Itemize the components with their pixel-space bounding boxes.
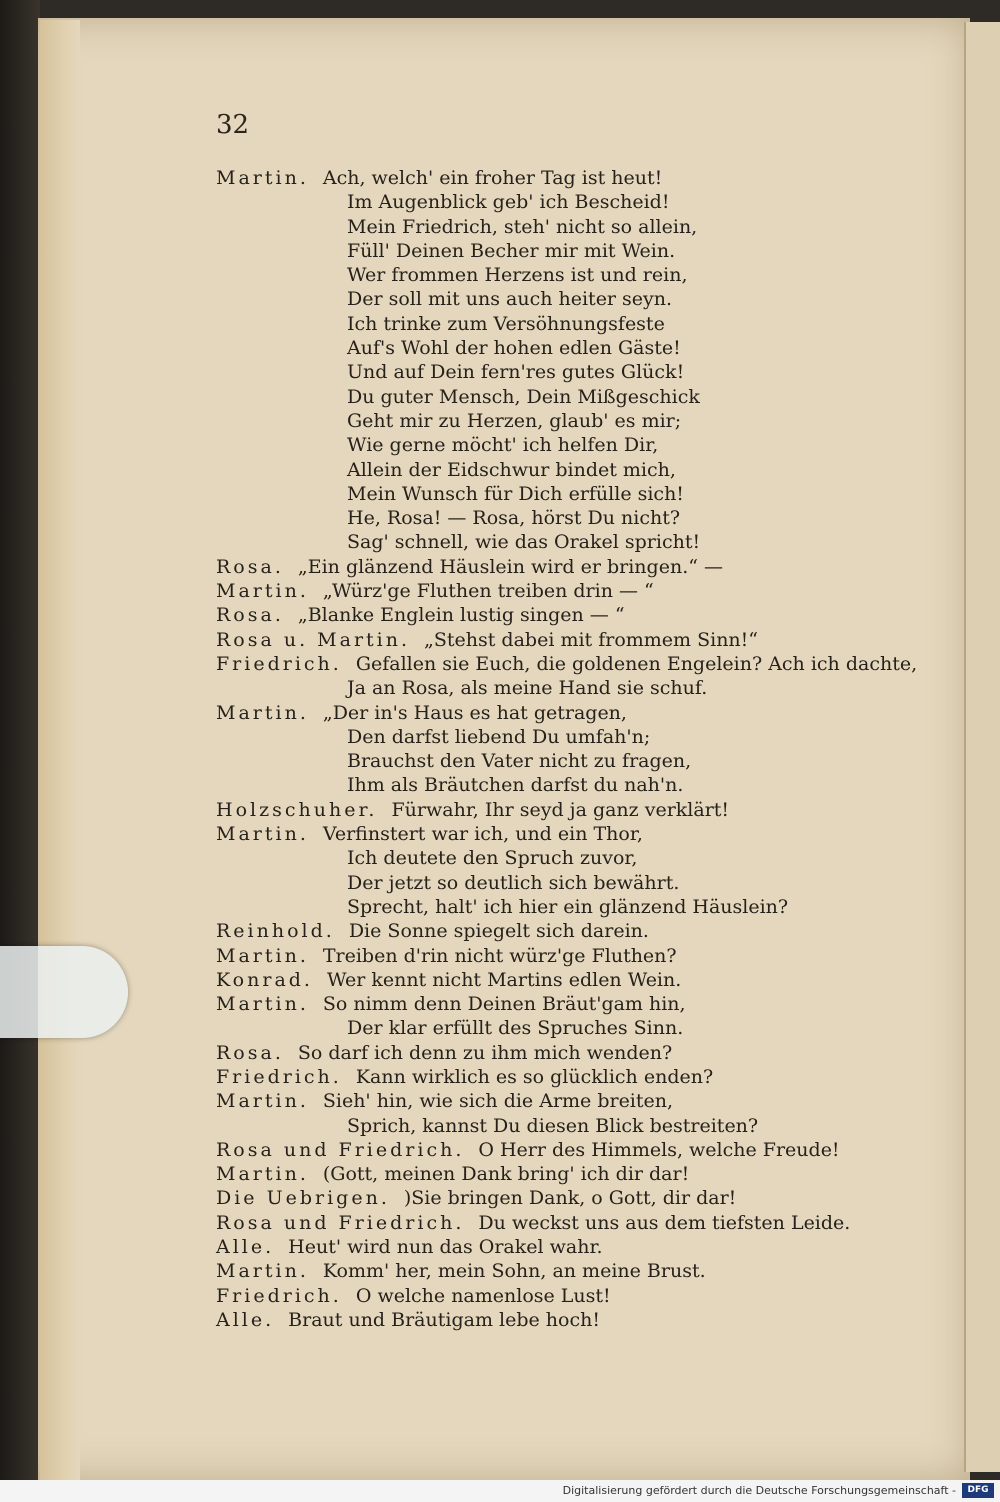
line-text: Heut' wird nun das Orakel wahr. [288, 1236, 603, 1259]
line-text: Gefallen sie Euch, die goldenen Engelein? Ach ich dachte, [355, 652, 918, 675]
text-line [216, 287, 916, 311]
text-line [216, 312, 916, 336]
text-line [216, 1235, 916, 1259]
speaker-name: Martin. [216, 823, 309, 846]
line-text: Wer kennt nicht Martins edlen Wein. [326, 968, 682, 991]
line-text: Du weckst uns aus dem tiefsten Leide. [478, 1211, 851, 1234]
line-text: Füll' Deinen Becher mir mit Wein. [347, 239, 676, 262]
text-line [216, 555, 916, 579]
text-line [216, 360, 916, 384]
speaker-name: Martin. [216, 944, 309, 967]
text-line [216, 628, 916, 652]
speaker-name: Martin. [216, 1260, 309, 1283]
text-line [216, 482, 916, 506]
speaker-name: Friedrich. [216, 652, 342, 675]
text-line [216, 652, 916, 676]
speaker-name: Martin. [216, 167, 309, 189]
play-text [216, 166, 916, 1332]
speaker-name: Rosa u. Martin. [216, 628, 411, 651]
text-line [216, 239, 916, 263]
line-text: Ich trinke zum Versöhnungsfeste [347, 312, 665, 335]
speaker-name: Rosa und Friedrich. [216, 1138, 465, 1161]
line-text: Sprecht, halt' ich hier ein glänzend Häuslein? [347, 895, 789, 918]
line-text: Mein Friedrich, steh' nicht so allein, [347, 215, 698, 238]
line-text: So nimm denn Deinen Bräut'gam hin, [322, 993, 686, 1016]
text-line [216, 1211, 916, 1235]
text-line [216, 1089, 916, 1113]
line-text: Brauchst den Vater nicht zu fragen, [347, 750, 692, 773]
line-text: Und auf Dein fern'res gutes Glück! [347, 361, 685, 384]
line-text: )Sie bringen Dank, o Gott, dir dar! [403, 1187, 737, 1210]
page-gutter [40, 20, 80, 1480]
speaker-name: Rosa. [216, 1041, 284, 1064]
text-line [216, 458, 916, 482]
text-line [216, 1016, 916, 1040]
line-text: Braut und Bräutigam lebe hoch! [288, 1308, 600, 1331]
line-text: Komm' her, mein Sohn, an meine Brust. [322, 1260, 706, 1283]
line-text: „Stehst dabei mit frommem Sinn!“ [424, 628, 759, 651]
text-line [216, 1308, 916, 1332]
line-text: Ihm als Bräutchen darfst du nah'n. [347, 774, 684, 797]
line-text: Fürwahr, Ihr seyd ja ganz verklärt! [391, 798, 730, 821]
speaker-name: Martin. [216, 1090, 309, 1113]
line-text: Im Augenblick geb' ich Bescheid! [347, 191, 670, 214]
text-line [216, 919, 916, 943]
text-line [216, 1138, 916, 1162]
speaker-name: Alle. [216, 1236, 275, 1259]
line-text: Der klar erfüllt des Spruches Sinn. [347, 1017, 684, 1040]
text-line [216, 1114, 916, 1138]
line-text: „Ein glänzend Häuslein wird er bringen.“ — [297, 555, 723, 578]
speaker-name: Rosa. [216, 604, 284, 627]
speaker-name: Reinhold. [216, 920, 335, 943]
speaker-name: Alle. [216, 1308, 275, 1331]
line-text: Ich deutete den Spruch zuvor, [347, 847, 638, 870]
text-line [216, 1186, 916, 1210]
next-page-edge [964, 22, 1000, 1472]
text-line [216, 871, 916, 895]
book-spine [0, 0, 40, 1480]
text-line [216, 701, 916, 725]
line-text: Kann wirklich es so glücklich enden? [355, 1065, 714, 1088]
text-line [216, 166, 916, 190]
speaker-name: Rosa. [216, 555, 284, 578]
text-line [216, 1162, 916, 1186]
line-text: Wie gerne möcht' ich helfen Dir, [347, 434, 659, 457]
line-text: Ach, welch' ein froher Tag ist heut! [322, 167, 663, 189]
line-text: (Gott, meinen Dank bring' ich dir dar! [322, 1163, 690, 1186]
text-line [216, 1284, 916, 1308]
line-text: Du guter Mensch, Dein Mißgeschick [347, 385, 700, 408]
line-text: Mein Wunsch für Dich erfülle sich! [347, 482, 684, 505]
text-line [216, 263, 916, 287]
text-line [216, 676, 916, 700]
footer-credit: Digitalisierung gefördert durch die Deutsche Forschungsgemeinschaft - [562, 1484, 956, 1497]
line-text: Den darfst liebend Du umfah'n; [347, 725, 651, 748]
text-line [216, 749, 916, 773]
speaker-name: Friedrich. [216, 1284, 342, 1307]
text-line [216, 215, 916, 239]
line-text: „Blanke Englein lustig singen — “ [297, 604, 625, 627]
line-text: Der jetzt so deutlich sich bewährt. [347, 871, 680, 894]
speaker-name: Martin. [216, 580, 309, 603]
text-line [216, 603, 916, 627]
text-line [216, 579, 916, 603]
text-line [216, 846, 916, 870]
text-line [216, 1259, 916, 1283]
line-text: Die Sonne spiegelt sich darein. [348, 920, 649, 943]
text-line [216, 190, 916, 214]
speaker-name: Rosa und Friedrich. [216, 1211, 465, 1234]
text-line [216, 773, 916, 797]
speaker-name: Die Uebrigen. [216, 1187, 390, 1210]
line-text: O Herr des Himmels, welche Freude! [478, 1138, 840, 1161]
speaker-name: Holzschuher. [216, 798, 378, 821]
speaker-name: Konrad. [216, 968, 313, 991]
speaker-name: Martin. [216, 993, 309, 1016]
line-text: Verfinstert war ich, und ein Thor, [322, 823, 643, 846]
text-line [216, 725, 916, 749]
line-text: Sieh' hin, wie sich die Arme breiten, [322, 1090, 674, 1113]
line-text: So darf ich denn zu ihm mich wenden? [297, 1041, 673, 1064]
footer-bar [0, 1480, 1000, 1502]
text-line [216, 530, 916, 554]
dfg-logo: DFG [962, 1483, 994, 1498]
bookmark-clip [0, 946, 128, 1038]
speaker-name: Martin. [216, 1163, 309, 1186]
line-text: Der soll mit uns auch heiter seyn. [347, 288, 673, 311]
text-line [216, 968, 916, 992]
text-line [216, 385, 916, 409]
line-text: Allein der Eidschwur bindet mich, [347, 458, 676, 481]
line-text: Auf's Wohl der hohen edlen Gäste! [347, 337, 681, 360]
page-number: 32 [216, 110, 250, 140]
text-line [216, 409, 916, 433]
line-text: He, Rosa! — Rosa, hörst Du nicht? [347, 507, 681, 530]
line-text: Treiben d'rin nicht würz'ge Fluthen? [322, 944, 677, 967]
line-text: O welche namenlose Lust! [355, 1284, 611, 1307]
text-line [216, 992, 916, 1016]
line-text: Sprich, kannst Du diesen Blick bestreiten? [347, 1114, 759, 1137]
line-text: Wer frommen Herzens ist und rein, [347, 264, 688, 287]
text-line [216, 1041, 916, 1065]
line-text: „Der in's Haus es hat getragen, [322, 701, 627, 724]
text-line [216, 798, 916, 822]
line-text: „Würz'ge Fluthen treiben drin — “ [322, 580, 654, 603]
text-line [216, 822, 916, 846]
line-text: Sag' schnell, wie das Orakel spricht! [347, 531, 701, 554]
speaker-name: Martin. [216, 701, 309, 724]
line-text: Ja an Rosa, als meine Hand sie schuf. [347, 677, 708, 700]
text-line [216, 1065, 916, 1089]
text-line [216, 944, 916, 968]
line-text: Geht mir zu Herzen, glaub' es mir; [347, 409, 682, 432]
text-line [216, 433, 916, 457]
speaker-name: Friedrich. [216, 1065, 342, 1088]
text-line [216, 506, 916, 530]
text-line [216, 895, 916, 919]
text-line [216, 336, 916, 360]
